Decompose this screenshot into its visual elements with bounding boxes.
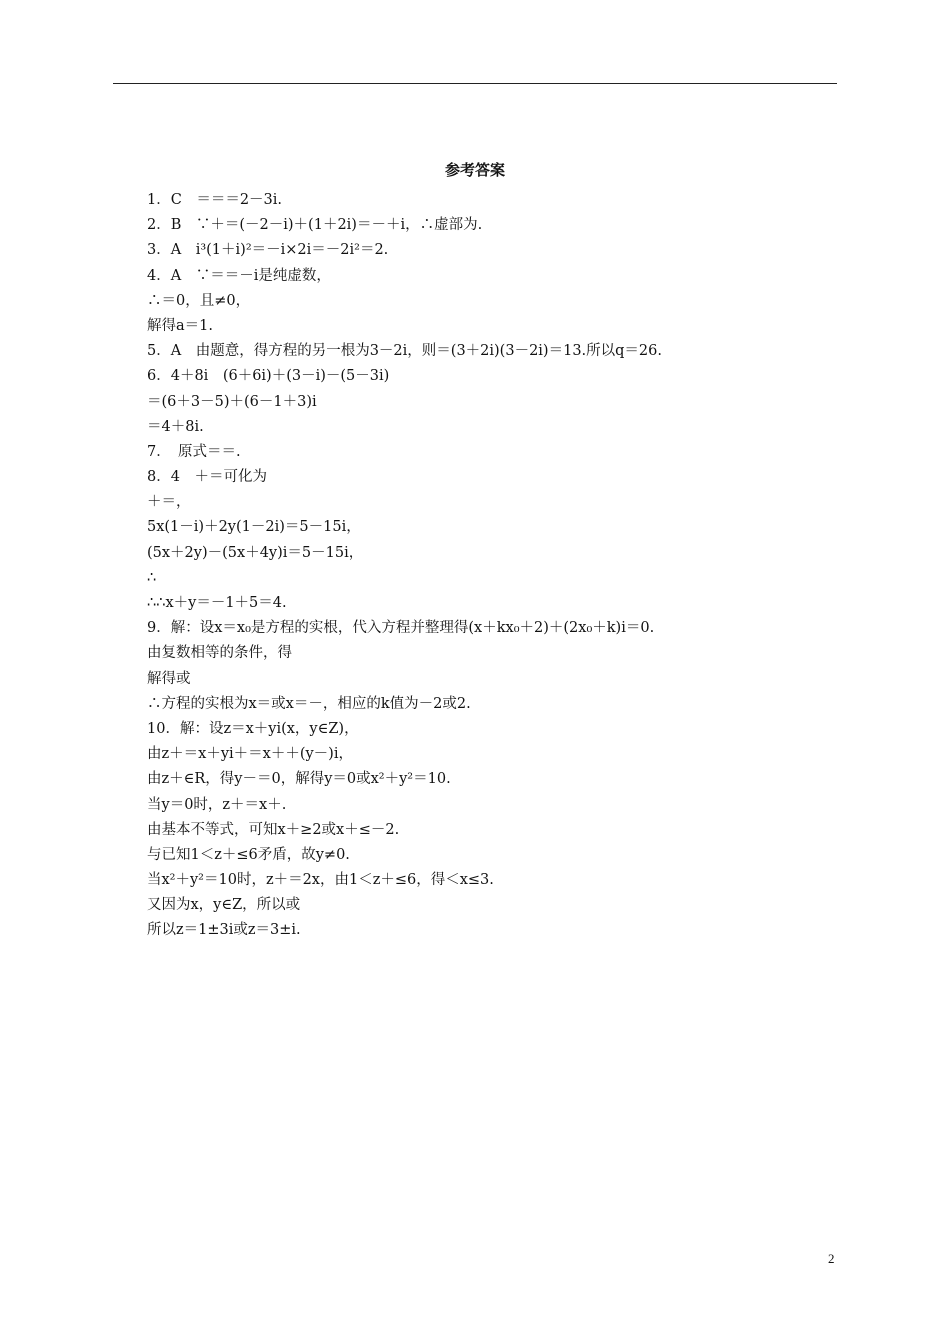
answer-line: 解得或 [147, 670, 191, 687]
answer-line: ∴方程的实根为x＝或x＝－，相应的k值为－2或2. [147, 695, 471, 712]
answer-line: 7． 原式＝＝. [147, 443, 241, 460]
answer-line: 2．B ∵＋＝(－2－i)＋(1＋2i)＝－＋i，∴虚部为. [147, 217, 483, 234]
answer-line: 由z＋∈R，得y－＝0，解得y＝0或x²＋y²＝10. [147, 771, 451, 788]
answer-line: 与已知1＜z＋≤6矛盾，故y≠0. [147, 846, 350, 863]
answer-line: 1．C ＝＝＝2－3i. [147, 192, 283, 208]
answer-line: 解得a＝1. [147, 317, 213, 334]
answer-line: 8．4 ＋＝可化为 [147, 469, 267, 486]
page-number: 2 [828, 1251, 835, 1266]
answer-line: ∴＝0，且≠0， [147, 292, 251, 309]
answer-line: 所以z＝1±3i或z＝3±i. [147, 922, 301, 939]
answer-body [147, 188, 847, 944]
answer-line: 由基本不等式，可知x＋≥2或x＋≤－2. [147, 821, 400, 838]
answer-line: 10．解：设z＝x＋yi(x，y∈Z)， [147, 720, 359, 737]
page-title: 参考答案 [444, 161, 505, 179]
answer-line: 又因为x，y∈Z，所以或 [147, 897, 301, 914]
answer-line: 3．A i³(1＋i)²＝－i×2i＝－2i²＝2. [147, 242, 389, 259]
answer-line: 4．A ∵＝＝－i是纯虚数， [147, 267, 331, 284]
answer-line: 6．4＋8i (6＋6i)＋(3－i)－(5－3i) [147, 368, 390, 385]
answer-line: ＝4＋8i. [147, 418, 204, 435]
answer-line: ＝(6＋3－5)＋(6－1＋3)i [147, 393, 317, 410]
answer-line: 5x(1－i)＋2y(1－2i)＝5－15i， [147, 519, 361, 536]
answer-line: 由复数相等的条件，得 [147, 645, 292, 662]
answer-line: (5x＋2y)－(5x＋4y)i＝5－15i， [147, 544, 364, 561]
answer-line: 当y＝0时，z＋＝x＋. [147, 796, 287, 813]
answer-line: 9．解：设x＝x₀是方程的实根，代入方程并整理得(x＋kx₀＋2)＋(2x₀＋k)i＝0. [147, 620, 655, 637]
answer-line: ∴ [147, 569, 157, 586]
header-rule [113, 83, 837, 84]
answer-line: 由z＋＝x＋yi＋＝x＋＋(y－)i， [147, 746, 353, 763]
answer-line: 当x²＋y²＝10时，z＋＝2x，由1＜z＋≤6，得＜x≤3. [147, 872, 494, 889]
answer-line: 5．A 由题意，得方程的另一根为3－2i，则＝(3＋2i)(3－2i)＝13.所以q＝26. [147, 343, 662, 360]
answer-line: ＋＝， [147, 494, 191, 511]
answer-line: ∴∴x＋y＝－1＋5＝4. [147, 595, 287, 611]
